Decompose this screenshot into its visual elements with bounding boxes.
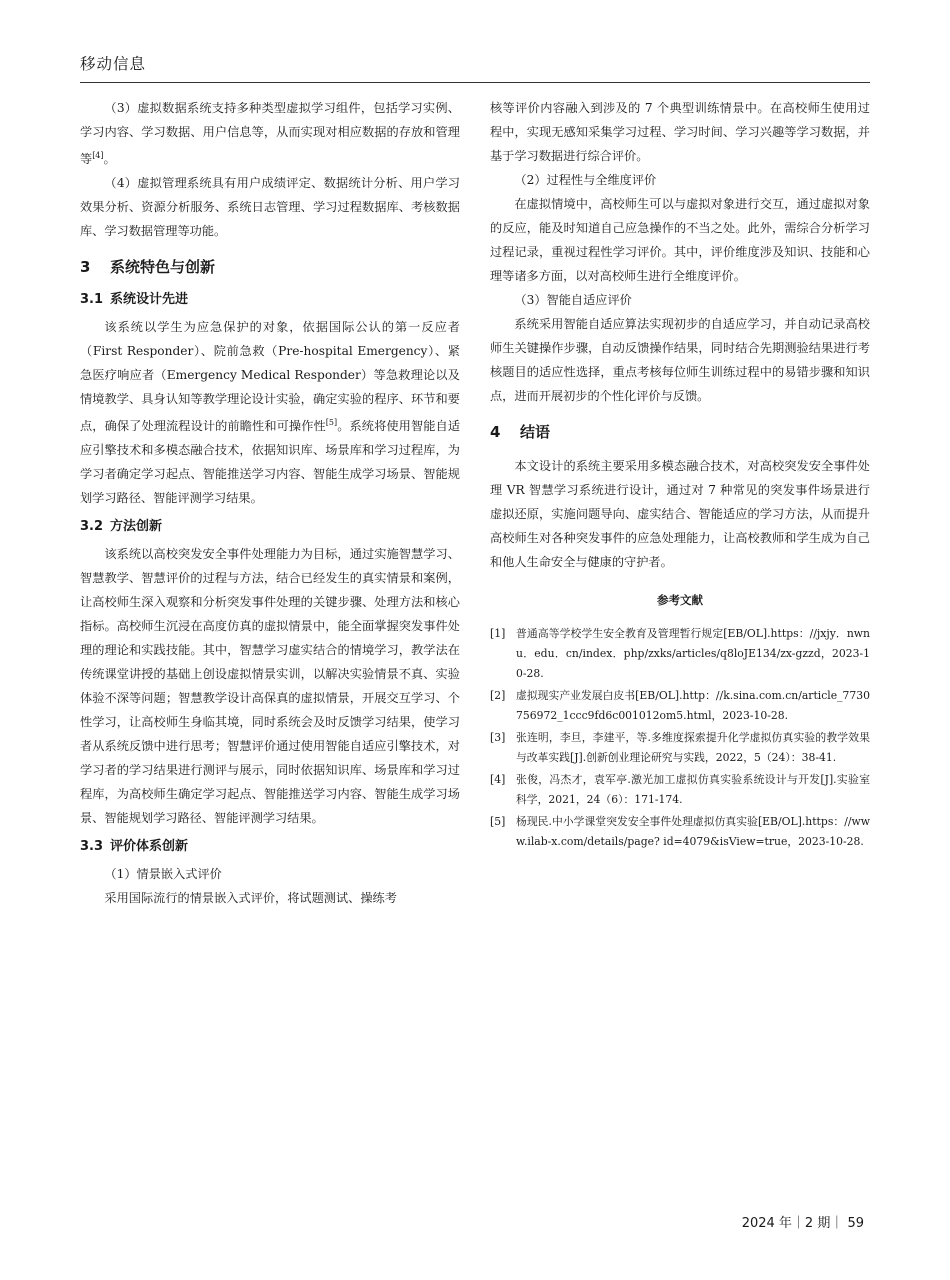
paragraph-text: （3）虚拟数据系统支持多种类型虚拟学习组件，包括学习实例、学习内容、学习数据、用户信息等，从而实现对相应数据的存放和管理等 [80, 101, 460, 167]
left-column [80, 96, 460, 910]
paragraph-adaptive-eval: 系统采用智能自适应算法实现初步的自适应学习，并自动记录高校师生关键操作步骤，自动反馈操作结果，同时结合先期测验结果进行考核题目的适应性选择，重点考核每位师生训练过程中的易错步骤和知识点，进而开展初步的个性化评价与反馈。 [490, 317, 870, 403]
paragraph-item-2: （2）过程性与全维度评价 [514, 173, 657, 187]
paragraph-design [80, 315, 460, 510]
section-title: 系统特色与创新 [110, 258, 216, 277]
subsection-heading-3-3 [80, 836, 460, 858]
paragraph-method: 该系统以高校突发安全事件处理能力为目标，通过实施智慧学习、智慧教学、智慧评价的过程与方法，结合已经发生的真实情景和案例，让高校师生深入观察和分析突发事件处理的关键步骤、处理方法和核心指标。高校师生沉浸在高度仿真的虚拟情景中，能全面掌握突发事件处理的理论和实践技能。其中，智慧学习虚实结合的情境学习，教学法在传统课堂讲授的基础上创设虚拟情景实训，以解决实验情景不真、实验体验不深等问题；智慧教学设计高保真的虚拟情景，开展交互学习、个性学习，让高校师生身临其境，同时系统会及时反馈学习结果，使学习者从系统反馈中进行思考；智慧评价通过使用智能自适应引擎技术，对学习者的学习结果进行测评与展示，同时依据知识库、场景库和学习过程库，为高校师生确定学习起点、智能推送学习内容、智能生成学习场景、智能规划学习路径、智能评测学习结果。 [80, 547, 460, 826]
reference-text: 虚拟现实产业发展白皮书[EB/OL].http：//k.sina.com.cn/article_7730756972_1ccc9fd6c001012om5.html，2023-10-28. [516, 689, 870, 722]
paragraph-evaluation: 采用国际流行的情景嵌入式评价，将试题测试、操练考 [104, 891, 397, 906]
citation: [5] [325, 418, 338, 428]
reference-item [490, 728, 870, 768]
section-heading-4 [490, 420, 870, 444]
reference-number: [2] [490, 689, 506, 702]
paragraph-item-1: （1）情景嵌入式评价 [104, 867, 222, 882]
reference-item [490, 770, 870, 810]
section-title: 系统设计先进 [110, 292, 189, 308]
subsection-heading-3-1 [80, 289, 460, 311]
paragraph-conclusion: 本文设计的系统主要采用多模态融合技术，对高校突发安全事件处理 VR 智慧学习系统进行设计，通过对 7 种常见的突发事件场景进行虚拟还原，实施问题导向、虚实结合、智能适应的学习方法，从而提升高校师生对各种突发事件的应急处理能力，让高校教师和学生成为自己和他人生命安全与健康的守护者。 [490, 459, 870, 569]
reference-text: 张俊，冯杰才，袁军亭.激光加工虚拟仿真实验系统设计与开发[J].实验室科学，2021，24（6）：171-174. [516, 773, 870, 806]
section-number: 4 [490, 423, 501, 441]
right-column [490, 96, 870, 854]
reference-number: [1] [490, 627, 506, 640]
section-title: 评价体系创新 [110, 839, 189, 855]
section-title: 结语 [520, 423, 551, 441]
citation: [4] [92, 151, 104, 160]
reference-item [490, 812, 870, 852]
section-title: 方法创新 [110, 519, 163, 535]
subsection-heading-3-2 [80, 516, 460, 538]
paragraph-text: 。 [103, 152, 116, 167]
journal-name: 移动信息 [80, 55, 147, 73]
paragraph-text: 该系统以学生为应急保护的对象，依据国际公认的第一反应者（First Responder）、院前急救（Pre-hospital Emergency）、紧急医疗响应者（Emergency Medical Responder）等急救理论以及情境教学、具身认知等教学理论设计实验，确定实验的程序、环节和要点，确保了处理流程设计的前瞻性和可操作性 [80, 320, 460, 434]
section-number: 3.2 [80, 519, 104, 535]
running-header [80, 52, 870, 83]
section-heading-3 [80, 255, 460, 279]
page-footer: 2024 年｜2 期｜ 59 [741, 1216, 864, 1231]
paragraph-continued: 核等评价内容融入到涉及的 7 个典型训练情景中。在高校师生使用过程中，实现无感知采集学习过程、学习时间、学习兴趣等学习数据，并基于学习数据进行综合评价。 [490, 101, 870, 163]
references-title: 参考文献 [657, 593, 703, 607]
reference-text: 普通高等学校学生安全教育及管理暂行规定[EB/OL].https：//jxjy．nwnu．edu．cn/index．php/zxks/articles/q8loJE134/zx-gzzd，2023-10-28. [516, 627, 870, 680]
reference-number: [3] [490, 731, 506, 744]
reference-text: 张连明，李旦，李建平，等.多维度探索提升化学虚拟仿真实验的教学效果与改革实践[J].创新创业理论研究与实践，2022，5（24）：38-41. [516, 731, 870, 764]
paragraph-virtual-data [80, 96, 460, 171]
paragraph-text: 。系统将使用智能自适应引擎技术和多模态融合技术，依据知识库、场景库和学习过程库，为学习者确定学习起点、智能推送学习内容、智能生成学习场景、智能规划学习路径、智能评测学习结果。 [80, 419, 461, 506]
reference-item [490, 624, 870, 684]
paragraph-item-3: （3）智能自适应评价 [514, 293, 632, 307]
reference-number: [5] [490, 815, 506, 828]
section-number: 3.1 [80, 292, 104, 308]
references-list [490, 624, 870, 852]
reference-number: [4] [490, 773, 506, 786]
paragraph-process-eval: 在虚拟情境中，高校师生可以与虚拟对象进行交互，通过虚拟对象的反应，能及时知道自己应急操作的不当之处。此外，需综合分析学习过程记录，重视过程性学习评价。其中，评价维度涉及知识、技能和心理等诸多方面，以对高校师生进行全维度评价。 [490, 197, 870, 283]
reference-text: 杨现民.中小学课堂突发安全事件处理虚拟仿真实验[EB/OL].https：//www.ilab-x.com/details/page? id=4079&isView=true，2023-10-28. [516, 815, 870, 848]
section-number: 3.3 [80, 839, 104, 855]
paragraph-virtual-management: （4）虚拟管理系统具有用户成绩评定、数据统计分析、用户学习效果分析、资源分析服务、系统日志管理、学习过程数据库、考核数据库、学习数据管理等功能。 [80, 176, 460, 239]
reference-item [490, 686, 870, 726]
section-number: 3 [80, 258, 91, 277]
